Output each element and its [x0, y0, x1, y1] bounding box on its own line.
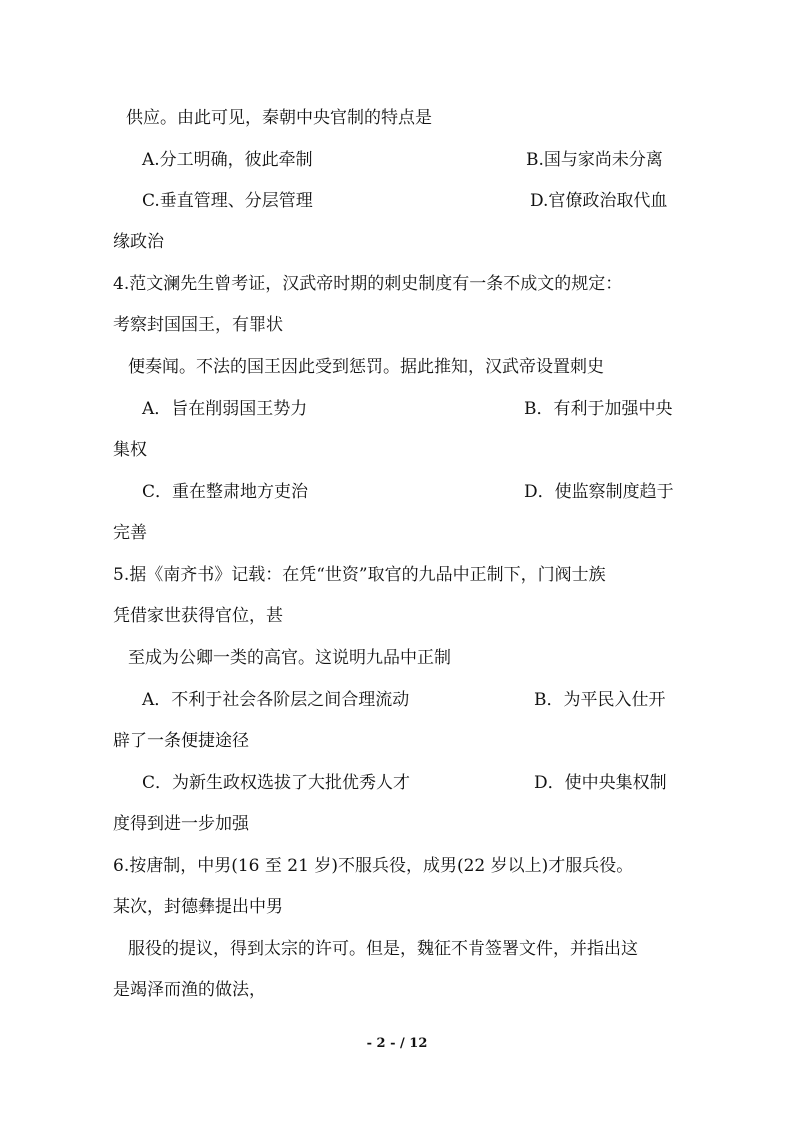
q4-option-c: C．重在整肃地方吏治 — [142, 482, 309, 502]
q3-option-d: D.官僚政治取代血 — [530, 191, 668, 211]
q3-stem-continuation: 供应。由此可见，秦朝中央官制的特点是 — [126, 108, 432, 128]
q6-stem-line3: 服役的提议，得到太宗的许可。但是，魏征不肯签署文件，并指出这 — [128, 939, 638, 959]
q5-stem-line3: 至成为公卿一类的高官。这说明九品中正制 — [128, 648, 451, 668]
q5-option-c: C．为新生政权选拔了大批优秀人才 — [142, 773, 411, 793]
q3-option-a: A.分工明确，彼此牵制 — [142, 150, 313, 170]
q4-option-a: A．旨在削弱国王势力 — [142, 399, 308, 419]
q4-stem-line2: 考察封国国王，有罪状 — [113, 315, 283, 335]
q3-option-d-wrap: 缘政治 — [113, 232, 164, 252]
q5-option-a: A．不利于社会各阶层之间合理流动 — [142, 690, 410, 710]
q5-stem-line2: 凭借家世获得官位，甚 — [113, 606, 283, 626]
q6-stem-line4: 是竭泽而渔的做法， — [113, 980, 266, 1000]
q5-stem: 5.据《南齐书》记载：在凭“世资”取官的九品中正制下，门阀士族 — [113, 565, 606, 585]
q4-stem: 4.范文澜先生曾考证，汉武帝时期的刺史制度有一条不成文的规定： — [113, 274, 623, 294]
q5-option-d: D．使中央集权制 — [534, 773, 667, 793]
q5-option-b: B．为平民入仕开 — [534, 690, 666, 710]
q3-option-b: B.国与家尚未分离 — [526, 150, 663, 170]
q6-stem-line2: 某次，封德彝提出中男 — [113, 897, 283, 917]
q4-option-b-wrap: 集权 — [113, 440, 147, 460]
q4-option-b: B．有利于加强中央 — [524, 399, 673, 419]
q4-option-d-wrap: 完善 — [113, 523, 147, 543]
page-number: - 2 - / 12 — [366, 1036, 428, 1051]
q5-option-b-wrap: 辟了一条便捷途径 — [113, 731, 249, 751]
q4-stem-line3: 便奏闻。不法的国王因此受到惩罚。据此推知，汉武帝设置刺史 — [128, 357, 604, 377]
q3-option-c: C.垂直管理、分层管理 — [142, 191, 313, 211]
q5-option-d-wrap: 度得到进一步加强 — [113, 814, 249, 834]
q6-stem: 6.按唐制，中男(16 至 21 岁)不服兵役，成男(22 岁以上)才服兵役。 — [113, 856, 634, 876]
q4-option-d: D．使监察制度趋于 — [524, 482, 674, 502]
